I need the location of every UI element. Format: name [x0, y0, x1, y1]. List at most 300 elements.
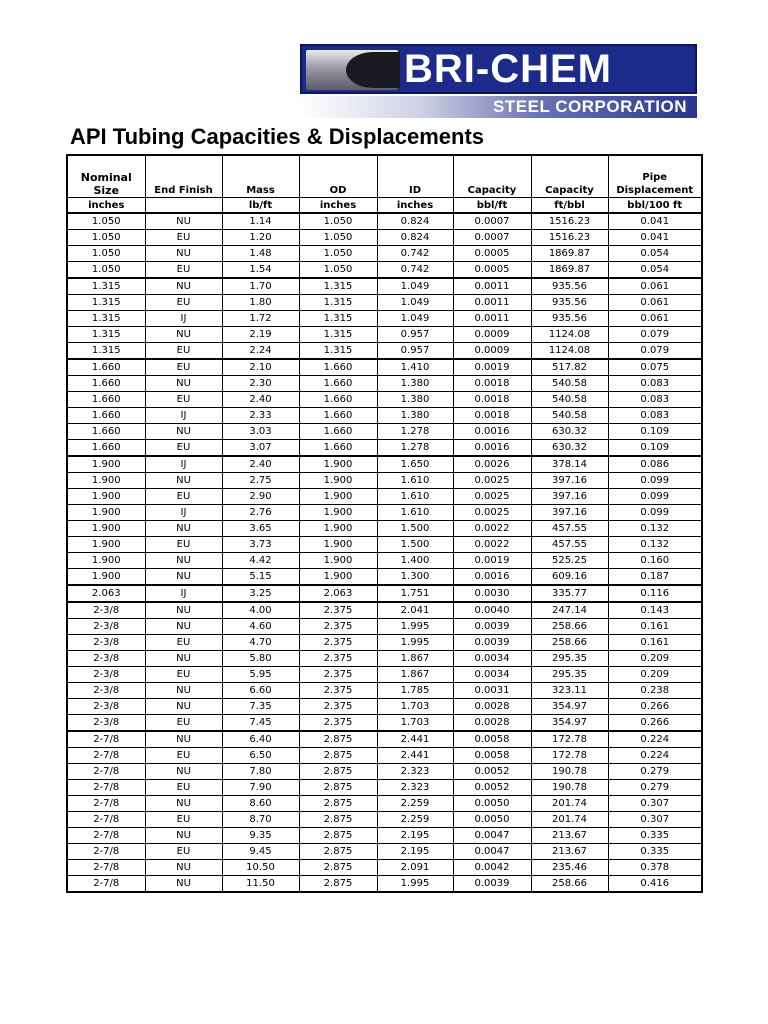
cell-pipe-displacement: 0.279 — [608, 764, 702, 780]
cell-capacity-bbl-ft: 0.0031 — [453, 683, 531, 699]
cell-capacity-ft-bbl: 525.25 — [531, 553, 608, 569]
cell-id: 0.957 — [377, 327, 453, 343]
cell-id: 1.380 — [377, 408, 453, 424]
cell-od: 1.315 — [299, 343, 377, 360]
cell-mass: 5.15 — [222, 569, 299, 586]
table-row — [67, 860, 702, 876]
cell-capacity-ft-bbl: 172.78 — [531, 748, 608, 764]
cell-od: 1.900 — [299, 473, 377, 489]
cell-nominal-size: 1.900 — [67, 537, 145, 553]
cell-capacity-bbl-ft: 0.0022 — [453, 537, 531, 553]
cell-nominal-size: 1.660 — [67, 424, 145, 440]
cell-nominal-size: 2-7/8 — [67, 828, 145, 844]
cell-mass: 2.40 — [222, 456, 299, 473]
cell-end-finish: EU — [145, 262, 222, 279]
cell-capacity-ft-bbl: 397.16 — [531, 473, 608, 489]
cell-mass: 4.70 — [222, 635, 299, 651]
cell-capacity-bbl-ft: 0.0011 — [453, 278, 531, 295]
cell-pipe-displacement: 0.061 — [608, 311, 702, 327]
header-mass: Mass — [222, 155, 299, 198]
cell-od: 1.315 — [299, 327, 377, 343]
cell-mass: 7.35 — [222, 699, 299, 715]
unit-nominal-size: inches — [67, 198, 145, 214]
cell-end-finish: EU — [145, 748, 222, 764]
cell-mass: 8.60 — [222, 796, 299, 812]
cell-capacity-bbl-ft: 0.0047 — [453, 844, 531, 860]
cell-capacity-ft-bbl: 335.77 — [531, 585, 608, 602]
cell-od: 1.050 — [299, 246, 377, 262]
cell-nominal-size: 2-7/8 — [67, 764, 145, 780]
cell-mass: 6.60 — [222, 683, 299, 699]
unit-id: inches — [377, 198, 453, 214]
cell-od: 2.375 — [299, 619, 377, 635]
cell-capacity-ft-bbl: 397.16 — [531, 505, 608, 521]
cell-nominal-size: 2-7/8 — [67, 812, 145, 828]
cell-pipe-displacement: 0.079 — [608, 343, 702, 360]
cell-pipe-displacement: 0.224 — [608, 748, 702, 764]
cell-capacity-bbl-ft: 0.0018 — [453, 408, 531, 424]
cell-pipe-displacement: 0.187 — [608, 569, 702, 586]
cell-capacity-bbl-ft: 0.0039 — [453, 635, 531, 651]
cell-pipe-displacement: 0.238 — [608, 683, 702, 699]
cell-id: 1.751 — [377, 585, 453, 602]
cell-od: 1.050 — [299, 213, 377, 230]
cell-mass: 3.03 — [222, 424, 299, 440]
cell-id: 2.091 — [377, 860, 453, 876]
cell-capacity-ft-bbl: 295.35 — [531, 651, 608, 667]
table-row — [67, 343, 702, 360]
cell-capacity-ft-bbl: 609.16 — [531, 569, 608, 586]
cell-end-finish: NU — [145, 683, 222, 699]
table-row — [67, 376, 702, 392]
cell-capacity-bbl-ft: 0.0052 — [453, 780, 531, 796]
cell-capacity-bbl-ft: 0.0022 — [453, 521, 531, 537]
pipe-icon — [306, 50, 398, 90]
cell-id: 1.995 — [377, 876, 453, 893]
cell-od: 1.900 — [299, 521, 377, 537]
cell-end-finish: NU — [145, 619, 222, 635]
cell-end-finish: NU — [145, 246, 222, 262]
table-row — [67, 295, 702, 311]
table-row — [67, 828, 702, 844]
header-od: OD — [299, 155, 377, 198]
table-row — [67, 424, 702, 440]
cell-id: 1.380 — [377, 376, 453, 392]
cell-pipe-displacement: 0.054 — [608, 262, 702, 279]
cell-mass: 4.42 — [222, 553, 299, 569]
cell-od: 1.660 — [299, 424, 377, 440]
unit-od: inches — [299, 198, 377, 214]
cell-capacity-ft-bbl: 354.97 — [531, 715, 608, 732]
cell-od: 1.050 — [299, 230, 377, 246]
table-row — [67, 311, 702, 327]
cell-nominal-size: 1.900 — [67, 456, 145, 473]
cell-capacity-ft-bbl: 258.66 — [531, 619, 608, 635]
cell-capacity-bbl-ft: 0.0052 — [453, 764, 531, 780]
unit-end-finish — [145, 198, 222, 214]
cell-capacity-ft-bbl: 1124.08 — [531, 343, 608, 360]
cell-mass: 1.80 — [222, 295, 299, 311]
cell-end-finish: NU — [145, 602, 222, 619]
cell-nominal-size: 1.315 — [67, 327, 145, 343]
cell-end-finish: EU — [145, 812, 222, 828]
cell-nominal-size: 1.050 — [67, 262, 145, 279]
cell-capacity-ft-bbl: 201.74 — [531, 812, 608, 828]
cell-end-finish: NU — [145, 651, 222, 667]
table-row — [67, 440, 702, 457]
table-row — [67, 876, 702, 893]
cell-pipe-displacement: 0.109 — [608, 440, 702, 457]
cell-capacity-bbl-ft: 0.0009 — [453, 327, 531, 343]
cell-capacity-bbl-ft: 0.0058 — [453, 748, 531, 764]
cell-od: 2.375 — [299, 715, 377, 732]
cell-mass: 6.50 — [222, 748, 299, 764]
cell-capacity-ft-bbl: 935.56 — [531, 311, 608, 327]
cell-od: 1.315 — [299, 295, 377, 311]
cell-capacity-ft-bbl: 378.14 — [531, 456, 608, 473]
cell-pipe-displacement: 0.132 — [608, 537, 702, 553]
table-row — [67, 844, 702, 860]
cell-od: 1.900 — [299, 569, 377, 586]
cell-capacity-bbl-ft: 0.0005 — [453, 262, 531, 279]
cell-capacity-bbl-ft: 0.0047 — [453, 828, 531, 844]
table-row — [67, 699, 702, 715]
cell-pipe-displacement: 0.161 — [608, 635, 702, 651]
cell-capacity-ft-bbl: 540.58 — [531, 408, 608, 424]
cell-capacity-ft-bbl: 397.16 — [531, 489, 608, 505]
cell-mass: 7.90 — [222, 780, 299, 796]
cell-nominal-size: 2-7/8 — [67, 860, 145, 876]
cell-capacity-ft-bbl: 1124.08 — [531, 327, 608, 343]
cell-mass: 1.20 — [222, 230, 299, 246]
cell-end-finish: NU — [145, 473, 222, 489]
cell-pipe-displacement: 0.416 — [608, 876, 702, 893]
cell-nominal-size: 2-3/8 — [67, 667, 145, 683]
header-end-finish: End Finish — [145, 155, 222, 198]
header-nominal-size: Nominal Size — [67, 155, 145, 198]
cell-nominal-size: 2-3/8 — [67, 715, 145, 732]
cell-id: 2.041 — [377, 602, 453, 619]
unit-pipe-displacement: bbl/100 ft — [608, 198, 702, 214]
cell-mass: 2.19 — [222, 327, 299, 343]
cell-mass: 2.33 — [222, 408, 299, 424]
cell-capacity-ft-bbl: 190.78 — [531, 764, 608, 780]
cell-id: 1.995 — [377, 635, 453, 651]
cell-od: 1.660 — [299, 392, 377, 408]
cell-end-finish: NU — [145, 731, 222, 748]
cell-nominal-size: 1.660 — [67, 440, 145, 457]
table-row — [67, 619, 702, 635]
cell-capacity-bbl-ft: 0.0026 — [453, 456, 531, 473]
cell-pipe-displacement: 0.086 — [608, 456, 702, 473]
cell-end-finish: EU — [145, 667, 222, 683]
cell-capacity-ft-bbl: 258.66 — [531, 635, 608, 651]
cell-id: 2.195 — [377, 828, 453, 844]
cell-nominal-size: 2.063 — [67, 585, 145, 602]
cell-mass: 3.07 — [222, 440, 299, 457]
cell-end-finish: NU — [145, 213, 222, 230]
cell-id: 1.610 — [377, 473, 453, 489]
cell-capacity-bbl-ft: 0.0039 — [453, 619, 531, 635]
cell-nominal-size: 1.660 — [67, 376, 145, 392]
cell-mass: 11.50 — [222, 876, 299, 893]
cell-id: 0.742 — [377, 246, 453, 262]
cell-id: 1.703 — [377, 715, 453, 732]
cell-id: 1.650 — [377, 456, 453, 473]
table-row — [67, 715, 702, 732]
cell-capacity-ft-bbl: 258.66 — [531, 876, 608, 893]
cell-id: 1.278 — [377, 440, 453, 457]
cell-capacity-bbl-ft: 0.0050 — [453, 812, 531, 828]
cell-mass: 3.25 — [222, 585, 299, 602]
cell-nominal-size: 2-3/8 — [67, 683, 145, 699]
cell-id: 1.785 — [377, 683, 453, 699]
cell-end-finish: NU — [145, 860, 222, 876]
cell-nominal-size: 1.660 — [67, 359, 145, 376]
cell-pipe-displacement: 0.209 — [608, 667, 702, 683]
cell-capacity-bbl-ft: 0.0011 — [453, 311, 531, 327]
cell-nominal-size: 1.900 — [67, 569, 145, 586]
table-row — [67, 602, 702, 619]
cell-capacity-ft-bbl: 1516.23 — [531, 230, 608, 246]
cell-nominal-size: 2-3/8 — [67, 699, 145, 715]
cell-nominal-size: 2-7/8 — [67, 796, 145, 812]
cell-nominal-size: 1.050 — [67, 230, 145, 246]
cell-end-finish: NU — [145, 553, 222, 569]
cell-od: 2.875 — [299, 828, 377, 844]
cell-mass: 2.90 — [222, 489, 299, 505]
cell-capacity-ft-bbl: 201.74 — [531, 796, 608, 812]
cell-end-finish: IJ — [145, 505, 222, 521]
cell-id: 1.300 — [377, 569, 453, 586]
cell-nominal-size: 2-7/8 — [67, 876, 145, 893]
cell-end-finish: EU — [145, 230, 222, 246]
cell-pipe-displacement: 0.161 — [608, 619, 702, 635]
cell-end-finish: EU — [145, 537, 222, 553]
table-row — [67, 812, 702, 828]
cell-nominal-size: 2-3/8 — [67, 602, 145, 619]
cell-nominal-size: 2-3/8 — [67, 651, 145, 667]
cell-end-finish: NU — [145, 327, 222, 343]
cell-od: 2.063 — [299, 585, 377, 602]
brand-logo — [300, 44, 697, 118]
header-pipe-displacement: Pipe Displacement — [608, 155, 702, 198]
cell-mass: 5.80 — [222, 651, 299, 667]
cell-end-finish: EU — [145, 715, 222, 732]
cell-capacity-ft-bbl: 213.67 — [531, 844, 608, 860]
cell-end-finish: EU — [145, 295, 222, 311]
cell-pipe-displacement: 0.335 — [608, 828, 702, 844]
cell-mass: 1.14 — [222, 213, 299, 230]
cell-capacity-bbl-ft: 0.0058 — [453, 731, 531, 748]
cell-mass: 2.10 — [222, 359, 299, 376]
cell-capacity-bbl-ft: 0.0019 — [453, 359, 531, 376]
cell-id: 2.441 — [377, 731, 453, 748]
cell-od: 2.375 — [299, 699, 377, 715]
unit-capacity-ft: ft/bbl — [531, 198, 608, 214]
cell-capacity-bbl-ft: 0.0039 — [453, 876, 531, 893]
cell-nominal-size: 1.315 — [67, 343, 145, 360]
cell-end-finish: IJ — [145, 585, 222, 602]
table-row — [67, 473, 702, 489]
cell-pipe-displacement: 0.099 — [608, 505, 702, 521]
cell-nominal-size: 2-7/8 — [67, 731, 145, 748]
cell-capacity-ft-bbl: 457.55 — [531, 537, 608, 553]
cell-mass: 2.75 — [222, 473, 299, 489]
cell-capacity-bbl-ft: 0.0030 — [453, 585, 531, 602]
cell-od: 1.900 — [299, 505, 377, 521]
cell-mass: 3.65 — [222, 521, 299, 537]
table-row — [67, 230, 702, 246]
cell-nominal-size: 2-7/8 — [67, 844, 145, 860]
cell-od: 1.660 — [299, 440, 377, 457]
cell-capacity-bbl-ft: 0.0019 — [453, 553, 531, 569]
table-row — [67, 456, 702, 473]
cell-id: 2.195 — [377, 844, 453, 860]
cell-od: 2.875 — [299, 764, 377, 780]
table-row — [67, 731, 702, 748]
cell-capacity-bbl-ft: 0.0005 — [453, 246, 531, 262]
cell-end-finish: IJ — [145, 456, 222, 473]
cell-capacity-bbl-ft: 0.0016 — [453, 424, 531, 440]
cell-pipe-displacement: 0.143 — [608, 602, 702, 619]
cell-od: 2.375 — [299, 651, 377, 667]
cell-od: 2.875 — [299, 860, 377, 876]
cell-capacity-bbl-ft: 0.0025 — [453, 489, 531, 505]
unit-capacity-bbl: bbl/ft — [453, 198, 531, 214]
cell-id: 1.500 — [377, 521, 453, 537]
cell-mass: 9.45 — [222, 844, 299, 860]
cell-capacity-bbl-ft: 0.0016 — [453, 569, 531, 586]
cell-mass: 7.45 — [222, 715, 299, 732]
cell-end-finish: NU — [145, 699, 222, 715]
cell-od: 1.900 — [299, 537, 377, 553]
cell-end-finish: NU — [145, 278, 222, 295]
cell-capacity-bbl-ft: 0.0018 — [453, 392, 531, 408]
table-row — [67, 392, 702, 408]
cell-mass: 2.40 — [222, 392, 299, 408]
cell-pipe-displacement: 0.061 — [608, 295, 702, 311]
table-row — [67, 537, 702, 553]
cell-od: 1.315 — [299, 278, 377, 295]
cell-capacity-ft-bbl: 190.78 — [531, 780, 608, 796]
cell-mass: 3.73 — [222, 537, 299, 553]
cell-capacity-ft-bbl: 935.56 — [531, 295, 608, 311]
cell-od: 1.900 — [299, 553, 377, 569]
cell-capacity-ft-bbl: 630.32 — [531, 424, 608, 440]
cell-nominal-size: 2-7/8 — [67, 780, 145, 796]
cell-id: 1.610 — [377, 505, 453, 521]
cell-pipe-displacement: 0.307 — [608, 796, 702, 812]
cell-pipe-displacement: 0.054 — [608, 246, 702, 262]
cell-id: 2.259 — [377, 796, 453, 812]
cell-capacity-ft-bbl: 295.35 — [531, 667, 608, 683]
cell-id: 2.441 — [377, 748, 453, 764]
cell-mass: 10.50 — [222, 860, 299, 876]
cell-end-finish: EU — [145, 635, 222, 651]
cell-od: 2.375 — [299, 683, 377, 699]
cell-id: 1.410 — [377, 359, 453, 376]
cell-end-finish: IJ — [145, 311, 222, 327]
cell-end-finish: NU — [145, 521, 222, 537]
logo-subtitle-bar — [300, 96, 697, 118]
table-row — [67, 489, 702, 505]
cell-od: 1.050 — [299, 262, 377, 279]
cell-capacity-ft-bbl: 354.97 — [531, 699, 608, 715]
cell-end-finish: EU — [145, 343, 222, 360]
cell-nominal-size: 1.660 — [67, 392, 145, 408]
cell-pipe-displacement: 0.061 — [608, 278, 702, 295]
cell-od: 2.875 — [299, 748, 377, 764]
table-row — [67, 796, 702, 812]
cell-od: 2.875 — [299, 731, 377, 748]
cell-id: 1.049 — [377, 295, 453, 311]
cell-pipe-displacement: 0.209 — [608, 651, 702, 667]
cell-od: 1.660 — [299, 408, 377, 424]
cell-pipe-displacement: 0.083 — [608, 408, 702, 424]
cell-od: 1.900 — [299, 489, 377, 505]
cell-capacity-ft-bbl: 235.46 — [531, 860, 608, 876]
cell-id: 1.049 — [377, 278, 453, 295]
cell-id: 1.703 — [377, 699, 453, 715]
table-row — [67, 585, 702, 602]
cell-id: 1.610 — [377, 489, 453, 505]
cell-nominal-size: 1.660 — [67, 408, 145, 424]
cell-capacity-bbl-ft: 0.0050 — [453, 796, 531, 812]
table-row — [67, 553, 702, 569]
cell-capacity-bbl-ft: 0.0025 — [453, 473, 531, 489]
cell-mass: 4.60 — [222, 619, 299, 635]
cell-end-finish: EU — [145, 359, 222, 376]
cell-capacity-ft-bbl: 457.55 — [531, 521, 608, 537]
cell-pipe-displacement: 0.132 — [608, 521, 702, 537]
table-row — [67, 569, 702, 586]
cell-od: 1.315 — [299, 311, 377, 327]
cell-od: 2.875 — [299, 796, 377, 812]
cell-capacity-bbl-ft: 0.0025 — [453, 505, 531, 521]
cell-capacity-bbl-ft: 0.0028 — [453, 699, 531, 715]
cell-end-finish: NU — [145, 876, 222, 893]
cell-capacity-ft-bbl: 540.58 — [531, 376, 608, 392]
cell-pipe-displacement: 0.083 — [608, 376, 702, 392]
cell-nominal-size: 2-7/8 — [67, 748, 145, 764]
cell-mass: 1.54 — [222, 262, 299, 279]
table-row — [67, 408, 702, 424]
cell-nominal-size: 1.900 — [67, 521, 145, 537]
cell-id: 2.323 — [377, 764, 453, 780]
cell-capacity-ft-bbl: 213.67 — [531, 828, 608, 844]
cell-mass: 4.00 — [222, 602, 299, 619]
page-title: API Tubing Capacities & Displacements — [70, 124, 485, 149]
cell-pipe-displacement: 0.075 — [608, 359, 702, 376]
cell-capacity-ft-bbl: 1869.87 — [531, 246, 608, 262]
cell-mass: 2.24 — [222, 343, 299, 360]
cell-pipe-displacement: 0.109 — [608, 424, 702, 440]
cell-capacity-bbl-ft: 0.0040 — [453, 602, 531, 619]
tubing-table — [66, 154, 703, 893]
cell-mass: 2.76 — [222, 505, 299, 521]
cell-id: 1.400 — [377, 553, 453, 569]
cell-end-finish: EU — [145, 489, 222, 505]
cell-od: 2.875 — [299, 780, 377, 796]
cell-mass: 8.70 — [222, 812, 299, 828]
cell-pipe-displacement: 0.041 — [608, 230, 702, 246]
cell-pipe-displacement: 0.099 — [608, 473, 702, 489]
cell-capacity-bbl-ft: 0.0042 — [453, 860, 531, 876]
table-row — [67, 635, 702, 651]
cell-nominal-size: 2-3/8 — [67, 635, 145, 651]
cell-capacity-bbl-ft: 0.0011 — [453, 295, 531, 311]
